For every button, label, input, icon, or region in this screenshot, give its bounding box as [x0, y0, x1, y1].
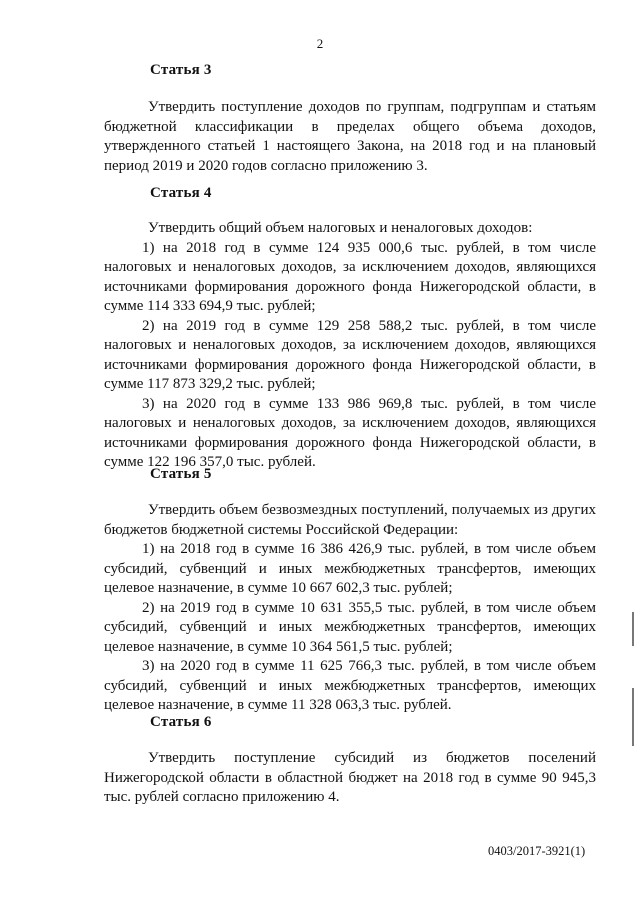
article-6-heading: Статья 6 [150, 714, 212, 730]
article-4-item-3: 3) на 2020 год в сумме 133 986 969,8 тыс. рублей, в том числе налоговых и неналоговых доходов, за исключением доходов, являющихся источниками формирования дорожного фонда Нижегородской области, в сумме 122 196 357,0 тыс. рублей. [104, 395, 596, 470]
article-3-paragraph: Утвердить поступление доходов по группам, подгруппам и статьям бюджетной классификации в пределах общего объема доходов, утвержденного статьей 1 настоящего Закона, на 2018 год и на плановый период 2019 и 2020 годов согласно приложению 3. [104, 99, 596, 174]
article-3-heading: Статья 3 [150, 62, 212, 78]
article-5-item-3: 3) на 2020 год в сумме 11 625 766,3 тыс. рублей, в том числе объем субсидий, субвенций и иных межбюджетных трансфертов, имеющих целевое назначение, в сумме 11 328 063,3 тыс. рублей. [104, 658, 596, 713]
article-4-body [104, 219, 596, 473]
article-4-intro: Утвердить общий объем налоговых и неналоговых доходов: [148, 220, 533, 236]
article-6-paragraph: Утвердить поступление субсидий из бюджетов поселений Нижегородской области в областной бюджет на 2018 год в сумме 90 945,3 тыс. рублей согласно приложению 4. [104, 750, 596, 805]
article-5-item-2: 2) на 2019 год в сумме 10 631 355,5 тыс. рублей, в том числе объем субсидий, субвенций и иных межбюджетных трансфертов, имеющих целевое назначение, в сумме 10 364 561,5 тыс. рублей; [104, 599, 596, 655]
article-4-item-1: 1) на 2018 год в сумме 124 935 000,6 тыс. рублей, в том числе налоговых и неналоговых доходов, за исключением доходов, являющихся источниками формирования дорожного фонда Нижегородской области, в сумме 114 333 694,9 тыс. рублей; [104, 239, 596, 314]
article-5-item-1: 1) на 2018 год в сумме 16 386 426,9 тыс. рублей, в том числе объем субсидий, субвенций и иных межбюджетных трансфертов, имеющих целевое назначение, в сумме 10 667 602,3 тыс. рублей; [104, 541, 596, 596]
article-5-intro: Утвердить объем безвозмездных поступлений, получаемых из других бюджетов бюджетной системы Российской Федерации: [104, 502, 596, 538]
scan-edge-mark [632, 612, 634, 646]
article-5-heading: Статья 5 [150, 466, 212, 482]
article-4-heading: Статья 4 [150, 185, 212, 201]
document-code: 0403/2017-3921(1) [488, 844, 586, 858]
scan-edge-mark [632, 688, 634, 746]
article-4-item-2: 2) на 2019 год в сумме 129 258 588,2 тыс. рублей, в том числе налоговых и неналоговых доходов, за исключением доходов, являющихся источниками формирования дорожного фонда Нижегородской области, в сумме 117 873 329,2 тыс. рублей; [104, 317, 596, 392]
page-number: 2 [316, 36, 324, 51]
article-3-body [104, 98, 596, 176]
article-5-body [104, 501, 596, 716]
article-6-body [104, 749, 596, 808]
